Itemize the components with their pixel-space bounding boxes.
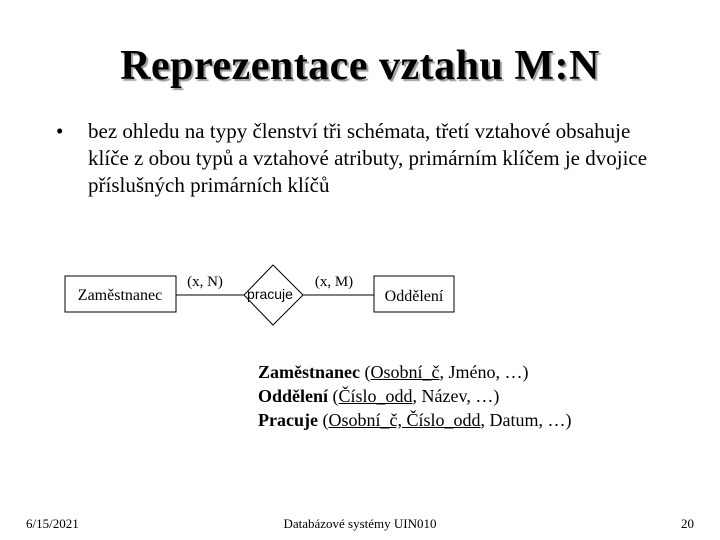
- cardinality-right: (x, M): [314, 274, 354, 290]
- schema-primary-key: Číslo_odd: [338, 386, 413, 406]
- er-diagram: [0, 255, 720, 355]
- schema-name: Pracuje: [258, 410, 318, 430]
- schema-attributes: , Název, …): [412, 386, 500, 406]
- slide-title: Reprezentace vztahu M:N: [120, 43, 600, 89]
- schema-primary-key: Osobní_č: [370, 362, 440, 382]
- entity-label-left: Zaměstnanec: [77, 287, 163, 304]
- bullet-symbol: •: [56, 119, 64, 143]
- schema-primary-key: Osobní_č, Číslo_odd: [328, 410, 481, 430]
- schema-line: [258, 360, 698, 384]
- schema-attributes: , Jméno, …): [439, 362, 529, 382]
- footer-course: Databázové systémy UIN010: [283, 516, 437, 531]
- schema-line: [258, 408, 698, 432]
- cardinality-left: (x, N): [187, 274, 223, 290]
- entity-label-right: Oddělení: [384, 288, 444, 305]
- schema-name: Zaměstnanec: [258, 362, 360, 382]
- relationship-label: pracuje: [247, 286, 293, 302]
- footer-date: 6/15/2021: [26, 516, 79, 531]
- footer-page-number: 20: [681, 516, 694, 531]
- relational-schemas: [258, 360, 698, 432]
- schema-open: (: [360, 362, 371, 382]
- schema-open: (: [317, 410, 329, 430]
- bullet-text: bez ohledu na typy členství tři schémata, třetí vztahové obsahuje klíče z obou typů a vztahové atributy, primárním klíčem je dvojice příslušných primárních klíčů: [88, 119, 648, 197]
- schema-line: [258, 384, 698, 408]
- schema-name: Oddělení: [258, 386, 329, 406]
- schema-open: (: [328, 386, 339, 406]
- schema-attributes: , Datum, …): [480, 410, 572, 430]
